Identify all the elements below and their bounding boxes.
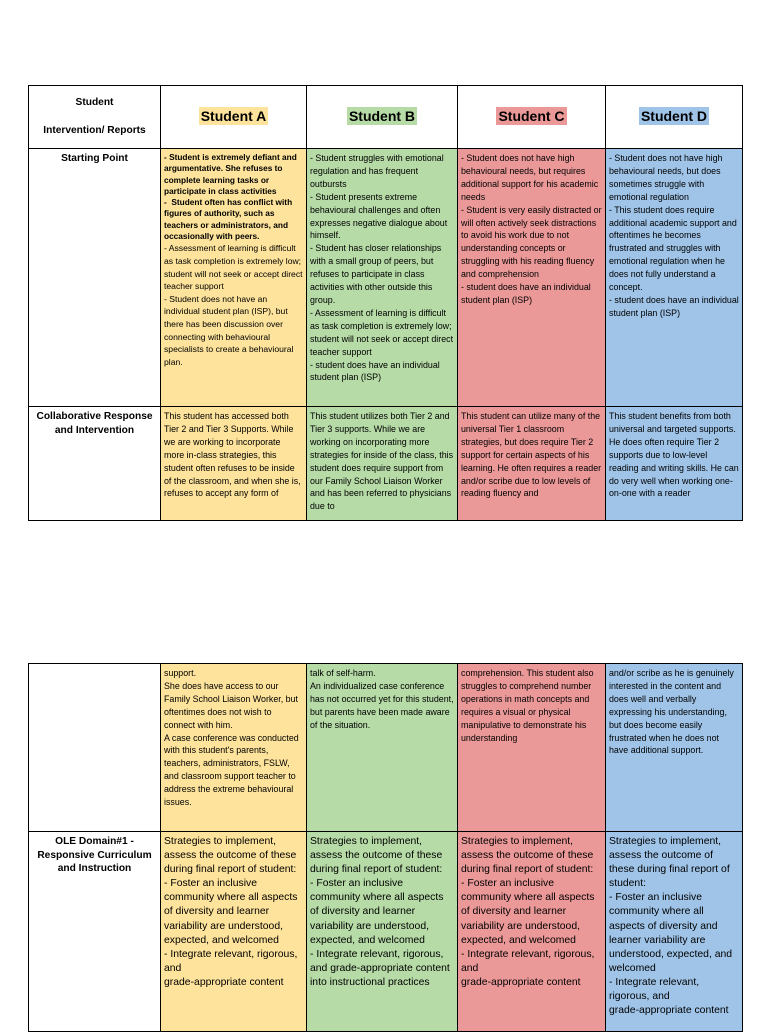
student-d-starting-point: - Student does not have high behavioural needs, but does sometimes struggle with emotional regulation - This student does require additional academic support and oftentimes he becomes frustrated and struggles with emotional regulation when he does not fully understand a concept. - student does have an individual student plan (ISP): [606, 149, 743, 407]
student-c-heading: Student C: [498, 108, 565, 124]
ole-domain-row: [29, 832, 743, 1032]
student-b-heading: Student B: [348, 108, 416, 124]
student-c-continued: comprehension. This student also struggles to comprehend number operations in math concepts and requires a visual or physical manipulative to demonstrate his understanding: [458, 664, 606, 832]
intervention-table-part-1: [28, 85, 743, 521]
student-b-continued: talk of self-harm. An individualized case conference has not occurred yet for this student, but parents have been made aware of the situation.: [307, 664, 458, 832]
student-c-collaborative-response: This student can utilize many of the universal Tier 1 classroom strategies, but does require Tier 2 support for certain aspects of his learning. He often requires a reader and/or scribe due to low levels of reading fluency and: [458, 407, 606, 521]
header-student-c: [458, 86, 606, 149]
header-student-a: [161, 86, 307, 149]
student-b-collaborative-response: This student utilizes both Tier 2 and Tier 3 supports. While we are working on incorporating more strategies for inside of the class, this student does require support from our Family School Liaison Worker and has been referred to physicians due to: [307, 407, 458, 521]
starting-point-row: [29, 149, 743, 407]
corner-header-cell: Student Intervention/ Reports: [29, 86, 161, 149]
row-label-ole-domain: OLE Domain#1 - Responsive Curriculum and Instruction: [29, 832, 161, 1032]
header-student-d: [606, 86, 743, 149]
header-row: [29, 86, 743, 149]
student-b-starting-point: - Student struggles with emotional regulation and has frequent outbursts - Student presents extreme behavioural challenges and often expresses negative dialogue about himself. - Student has closer relationships with a small group of peers, but refuses to participate in class activities with other outside this group. - Assessment of learning is difficult as task completion is extremely low; student will not seek or accept direct teacher support - student does have an individual student plan (ISP): [307, 149, 458, 407]
student-d-ole-domain: Strategies to implement, assess the outcome of these during final report of student: - Foster an inclusive community where all aspects of diversity and learner variability are understood, expected, and welcomed - Integrate relevant, rigorous, and grade-appropriate content: [606, 832, 743, 1032]
student-a-continued: support. She does have access to our Family School Liaison Worker, but oftentimes does not wish to connect with him. A case conference was conducted with this student's parents, teachers, administrators, FSLW, and classroom support teacher to address the extreme behavioural issues.: [161, 664, 307, 832]
row-label-starting-point: Starting Point: [29, 149, 161, 407]
student-a-collaborative-response: This student has accessed both Tier 2 and Tier 3 Supports. While we are working to incorporate more in-class strategies, this student often refuses to be inside of the classroom, and when she is, refuses to accept any form of: [161, 407, 307, 521]
student-d-continued: and/or scribe as he is genuinely interested in the content and does well and verbally expressing his understanding, but does become easily frustrated when he does not have additional support.: [606, 664, 743, 832]
student-c-starting-point: - Student does not have high behavioural needs, but requires additional support for his academic needs - Student is very easily distracted or will often actively seek distractions to avoid his work due to not understanding concepts or struggling with his reading fluency and comprehension - student does have an individual student plan (ISP): [458, 149, 606, 407]
intervention-table-part-2: [28, 663, 743, 1032]
student-a-starting-point-text: - Assessment of learning is difficult as task completion is extremely low; student will not seek or accept direct teacher support - Student does not have an individual student plan (ISP), but there has been discussion over connecting with behavioural specialists to create a behavioural plan.: [164, 243, 303, 367]
row-label-continued: [29, 664, 161, 832]
row-label-collaborative-response: Collaborative Response and Intervention: [29, 407, 161, 521]
student-a-starting-point: [161, 149, 307, 407]
student-a-ole-domain: Strategies to implement, assess the outcome of these during final report of student: - Foster an inclusive community where all aspects of diversity and learner variability are understood, expected, and welcomed - Integrate relevant, rigorous, and grade-appropriate content: [161, 832, 307, 1032]
collaborative-response-row: [29, 407, 743, 521]
student-a-heading: Student A: [200, 108, 267, 124]
student-b-ole-domain: Strategies to implement, assess the outcome of these during final report of student: - Foster an inclusive community where all aspects of diversity and learner variability are understood, expected, and welcomed - Integrate relevant, rigorous, and grade-appropriate content into instructional practices: [307, 832, 458, 1032]
header-student-b: [307, 86, 458, 149]
student-d-heading: Student D: [640, 108, 708, 124]
student-d-collaborative-response: This student benefits from both universal and targeted supports. He does often require Tier 2 supports due to low-level reading and writing skills. He can do very well when working one-on-one with a reader: [606, 407, 743, 521]
continued-row: [29, 664, 743, 832]
student-c-ole-domain: Strategies to implement, assess the outcome of these during final report of student: - Foster an inclusive community where all aspects of diversity and learner variability are understood, expected, and welcomed - Integrate relevant, rigorous, and grade-appropriate content: [458, 832, 606, 1032]
student-a-starting-point-bold: - Student is extremely defiant and argumentative. She refuses to complete learning tasks or participate in class activities - Student often has conflict with figures of authority, such as teachers or administrators, and occasionally with peers.: [164, 152, 297, 242]
